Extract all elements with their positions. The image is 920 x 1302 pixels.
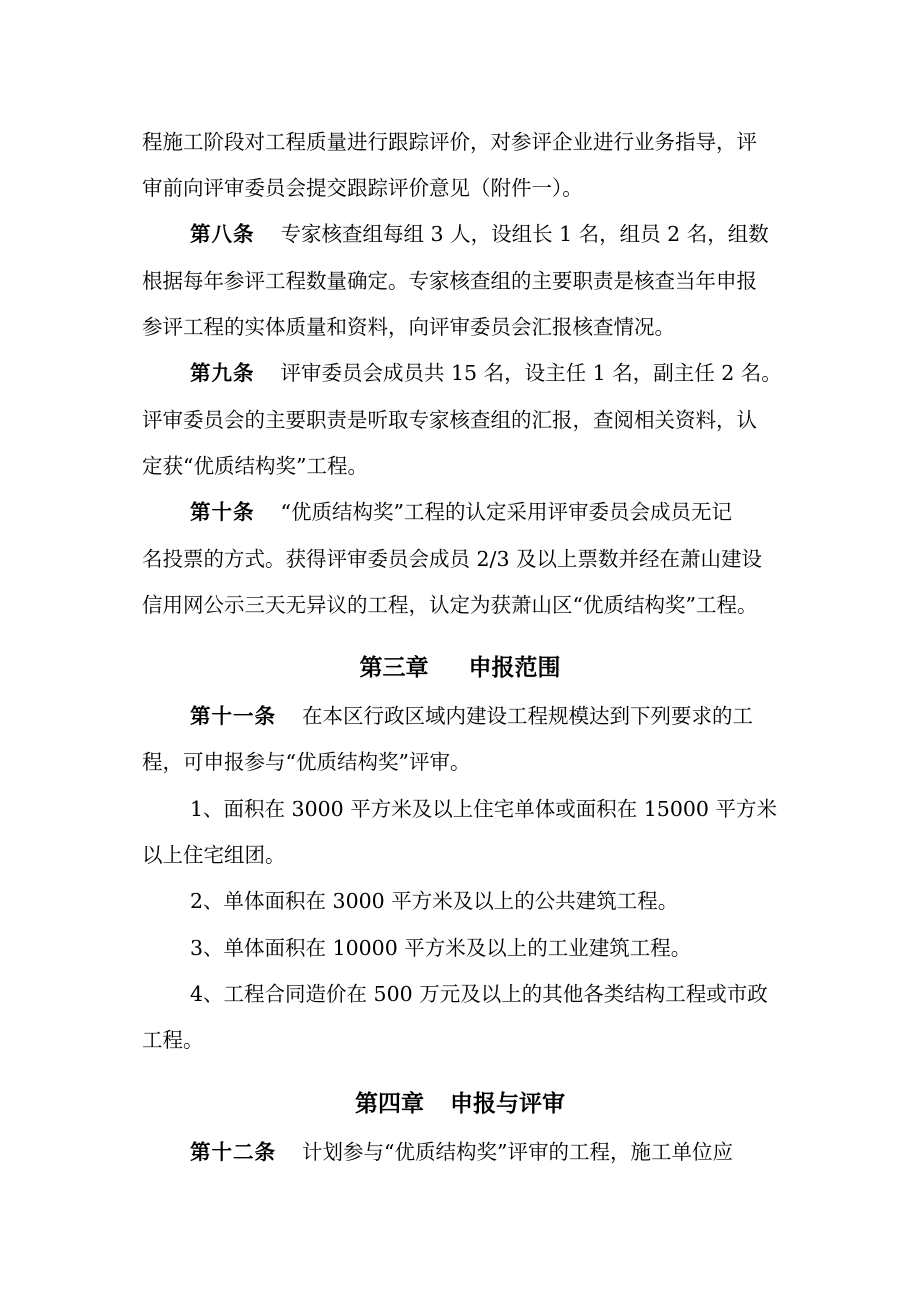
text-line: 程施工阶段对工程质量进行跟踪评价，对参评企业进行业务指导，评 xyxy=(142,130,757,154)
article-9-label: 第九条 xyxy=(190,361,255,385)
article-10-text: “优质结构奖”工程的认定采用评审委员会成员无记 xyxy=(280,500,732,524)
article-8-label: 第八条 xyxy=(190,222,255,246)
chapter-3-title: 申报范围 xyxy=(468,655,561,681)
text-line: 以上住宅组团。 xyxy=(142,843,286,867)
article-12-text: 计划参与“优质结构奖”评审的工程，施工单位应 xyxy=(302,1140,733,1164)
text-line: 定获“优质结构奖”工程。 xyxy=(142,454,368,478)
article-8-text: 专家核查组每组 3 人，设组长 1 名，组员 2 名，组数 xyxy=(280,222,769,246)
chapter-4-title: 申报与评审 xyxy=(450,1091,565,1117)
list-item-1: 1、面积在 3000 平方米及以上住宅单体或面积在 15000 平方米 xyxy=(190,797,777,821)
list-item-4: 4、工程合同造价在 500 万元及以上的其他各类结构工程或市政 xyxy=(190,982,768,1006)
article-12-line xyxy=(190,1138,733,1166)
chapter-4-number: 第四章 xyxy=(355,1091,424,1117)
article-9-line xyxy=(190,359,782,387)
article-11-line xyxy=(190,702,753,730)
article-11-text: 在本区行政区域内建设工程规模达到下列要求的工 xyxy=(302,704,753,728)
chapter-3-number: 第三章 xyxy=(359,655,429,681)
text-line: 名投票的方式。获得评审委员会成员 2/3 及以上票数并经在萧山建设 xyxy=(142,547,763,571)
text-line: 根据每年参评工程数量确定。专家核查组的主要职责是核查当年申报 xyxy=(142,269,757,293)
article-10-line xyxy=(190,498,732,526)
article-9-text: 评审委员会成员共 15 名，设主任 1 名，副主任 2 名。 xyxy=(280,361,782,385)
text-line: 参评工程的实体质量和资料，向评审委员会汇报核查情况。 xyxy=(142,315,675,339)
chapter-4-heading xyxy=(0,1089,920,1119)
article-12-label: 第十二条 xyxy=(190,1140,276,1164)
list-item-3: 3、单体面积在 10000 平方米及以上的工业建筑工程。 xyxy=(190,936,692,960)
text-line: 信用网公示三天无异议的工程，认定为获萧山区“优质结构奖”工程。 xyxy=(142,593,758,617)
article-11-label: 第十一条 xyxy=(190,704,276,728)
article-10-label: 第十条 xyxy=(190,500,255,524)
list-item-2: 2、单体面积在 3000 平方米及以上的公共建筑工程。 xyxy=(190,889,679,913)
text-line: 工程。 xyxy=(142,1028,204,1052)
text-line: 程，可申报参与“优质结构奖”评审。 xyxy=(142,750,471,774)
text-line: 评审委员会的主要职责是听取专家核查组的汇报，查阅相关资料，认 xyxy=(142,408,757,432)
chapter-3-heading xyxy=(0,653,920,683)
text-line: 审前向评审委员会提交跟踪评价意见（附件一）。 xyxy=(142,176,583,200)
article-8-line xyxy=(190,220,769,248)
